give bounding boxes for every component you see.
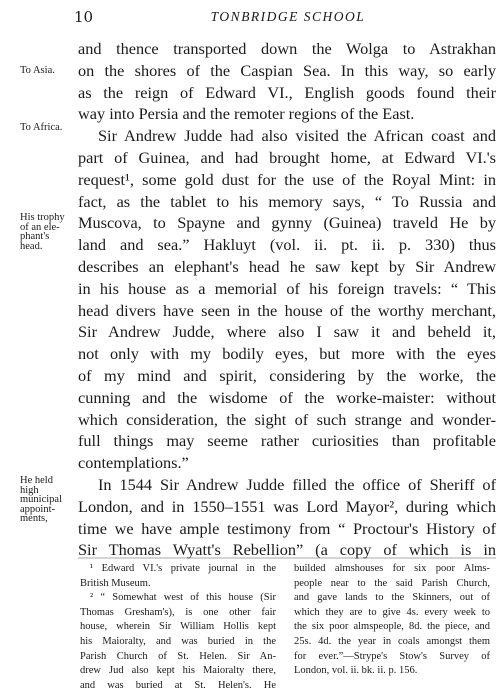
margin-note-line: municipal bbox=[20, 494, 62, 505]
body-line: and thence transported down the Wolga to Astrakhan bbox=[78, 39, 496, 58]
body-line: as the reign of Edward VI., English goods found their bbox=[78, 82, 496, 102]
body-line: contemplations.” bbox=[78, 453, 189, 473]
footnote-line: and was buried at St. Helen's. He bbox=[80, 679, 276, 691]
margin-note-line: appoint- bbox=[20, 503, 55, 515]
body-line: time we have ample testimony from “ Proctour's History of bbox=[78, 518, 496, 538]
body-line: in his house as a memorial of his foreign travels: “ This bbox=[78, 278, 496, 298]
margin-note-line: of an ele- bbox=[20, 221, 60, 233]
margin-note-line: high bbox=[20, 484, 39, 496]
body-line: which consideration, the sight of such strange and wonder- bbox=[78, 409, 496, 429]
body-line: cunning and the wisdome of the worke-maister: without bbox=[78, 387, 496, 407]
body-line: request¹, some gold dust for the use of the Royal Mint: in bbox=[78, 169, 496, 189]
running-head: TONBRIDGE SCHOOL bbox=[210, 9, 366, 24]
body-line: Sir Andrew Judde had also visited the African coast and bbox=[98, 126, 496, 146]
margin-note-line: head. bbox=[20, 240, 43, 252]
body-line: part of Guinea, and had brought home, at Edward VI.'s bbox=[78, 147, 496, 167]
body-line: fact, as the tablet to his memory says, “ To Russia and bbox=[78, 191, 496, 211]
footnote-line: which they are to give 4s. every week to bbox=[294, 606, 490, 618]
body-line: Sir Thomas Wyatt's Rebellion” (a copy of which is in bbox=[78, 540, 496, 560]
margin-note-line: To Asia. bbox=[20, 65, 55, 76]
footnotes-right-column bbox=[294, 562, 490, 679]
body-line: way into Persia and the remoter regions of the East. bbox=[78, 104, 415, 124]
margin-note-municipal bbox=[20, 476, 76, 524]
footnote-rule bbox=[78, 557, 496, 559]
margin-note-line: To Africa. bbox=[20, 122, 63, 133]
margin-note-asia bbox=[20, 66, 76, 76]
body-line: land and sea.” Hakluyt (vol. ii. pt. ii. p. 330) thus bbox=[78, 235, 496, 255]
body-line: of my mind and spirit, considering by the worke, the bbox=[78, 365, 496, 385]
footnote-line: house, wherein Sir William Hollis kept bbox=[80, 621, 276, 633]
footnote-line: people near to the said Parish Church, bbox=[294, 577, 490, 589]
margin-note-line: He held bbox=[20, 475, 53, 486]
body-line: full things may seeme rather curiosities than profitable bbox=[78, 431, 496, 451]
footnote-line: the six poor almspeople, 8d. the piece, and bbox=[294, 621, 490, 633]
body-line: Sir Andrew Judde, where also I saw it and beheld it, bbox=[78, 322, 496, 342]
footnote-line: ² “ Somewhat west of this house (Sir bbox=[90, 592, 276, 604]
footnote-line: and gave lands to the Skinners, out of bbox=[294, 592, 490, 604]
body-line: not only with my bodily eyes, but more with the eyes bbox=[78, 344, 496, 364]
margin-note-line: His trophy bbox=[20, 212, 65, 223]
footnote-line: drew Jud also kept his Maioralty there, bbox=[80, 665, 276, 677]
footnote-line: his Maioralty, and was buried in the bbox=[80, 635, 276, 647]
body-line: on the shores of the Caspian Sea. In this way, so early bbox=[78, 60, 496, 80]
footnotes-left-column bbox=[80, 562, 276, 693]
footnote-line: ¹ Edward VI.'s private journal in the bbox=[90, 563, 276, 574]
margin-note-africa bbox=[20, 123, 76, 133]
body-line: London, and in 1550–1551 was Lord Mayor², during which bbox=[78, 496, 496, 516]
body-line: Muscova, to Spayne and gynny (Guinea) traveld He by bbox=[78, 213, 496, 233]
body-text bbox=[78, 38, 496, 561]
footnote-line: London, vol. ii. bk. ii. p. 156. bbox=[294, 665, 418, 677]
body-line: describes an elephant's head he saw kept by Sir Andrew bbox=[78, 256, 496, 276]
footnote-line: for ever.”—Strype's Stow's Survey of bbox=[294, 650, 490, 662]
footnote-line: builded almshouses for six poor Alms- bbox=[294, 563, 490, 574]
margin-note-trophy bbox=[20, 213, 76, 251]
footnote-line: Parish Church of St. Helen. Sir An- bbox=[80, 650, 276, 662]
page-number: 10 bbox=[74, 8, 94, 26]
footnote-line: British Museum. bbox=[80, 577, 151, 589]
margin-note-line: phant's bbox=[20, 231, 50, 242]
footnote-line: 25s. 4d. the year in coals amongst them bbox=[294, 635, 490, 647]
body-line: head divers have seen in the house of the worthy merchant, bbox=[78, 300, 496, 320]
body-line: In 1544 Sir Andrew Judde filled the office of Sheriff of bbox=[98, 474, 496, 494]
margin-note-line: ments, bbox=[20, 513, 48, 524]
footnote-line: Thomas Gresham's), is one other fair bbox=[80, 606, 276, 618]
